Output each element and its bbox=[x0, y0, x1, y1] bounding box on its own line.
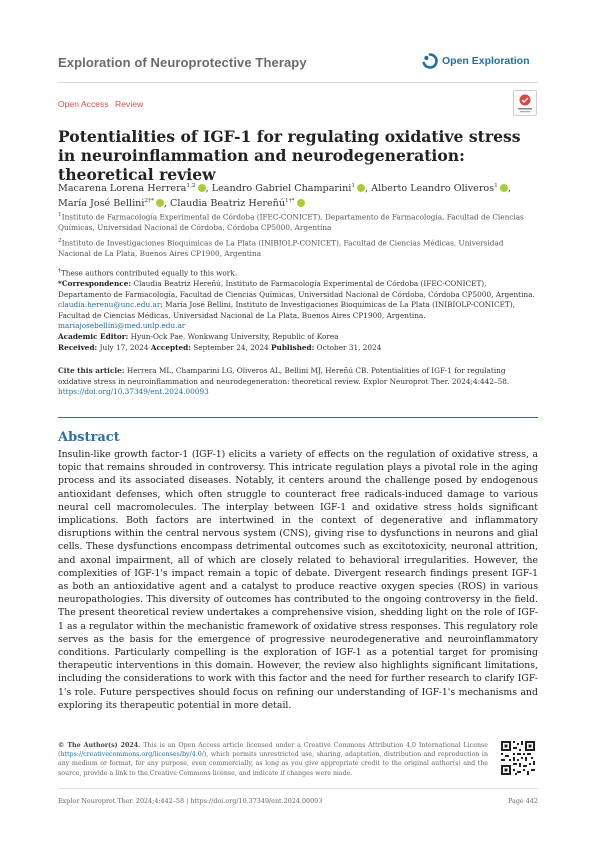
orcid-icon[interactable] bbox=[297, 199, 305, 207]
publisher-logo[interactable] bbox=[422, 53, 530, 69]
academic-editor bbox=[58, 332, 538, 343]
page-number: Page 442 bbox=[508, 797, 538, 805]
abstract-heading: Abstract bbox=[58, 430, 120, 445]
author-affiliation-sup: 1†* bbox=[285, 198, 295, 205]
author-name[interactable]: María José Bellini bbox=[58, 198, 145, 210]
cite-label: Cite this article: bbox=[58, 366, 125, 375]
dagger-mark: † bbox=[58, 268, 61, 274]
editor-label: Academic Editor: bbox=[58, 331, 129, 341]
author-name[interactable]: Leandro Gabriel Champarini bbox=[211, 183, 352, 195]
cite-text: Herrera ML, Champarini LG, Oliveros AL, Bellini MJ, Hereñú CB. Potentialities of IGF-1 for regulating oxidative stress in neuroinflammation and neurodegeneration: theoretical review. Explor Neuroprot Ther. 2024;4:442–58. bbox=[58, 366, 510, 386]
affiliation bbox=[58, 236, 538, 259]
correspondence-email-link[interactable]: claudia.herenu@unc.edu.ar bbox=[58, 300, 161, 310]
author-list: Macarena Lorena Herrera$^{1,2}$ , Leandro Gabriel Champarini$^1$ , Alberto Leandro Oliveros$^1$ , María José Bellini$^{2\dagger*}$ , Claudia Beatriz Hereñú$^{1\dagger*}$ bbox=[58, 183, 511, 210]
author-name[interactable]: Claudia Beatriz Hereñú bbox=[170, 198, 286, 210]
correspondence-text: ; María José Bellini, Instituto de Investigaciones Bioquímicas de La Plata (INIBIOLP-CONICET), Facultad de Ciencias Médicas, Universidad Nacional de La Plata, Buenos Aires CP1900, Argentina. bbox=[58, 300, 515, 320]
open-access-label[interactable]: Open Access bbox=[58, 99, 109, 109]
article-notes bbox=[58, 266, 538, 353]
journal-title: Exploration of Neuroprotective Therapy bbox=[58, 55, 307, 70]
author-affiliation-sup: 1 bbox=[494, 183, 498, 189]
received-date: July 17, 2024 bbox=[99, 342, 149, 352]
affiliation-number: 2 bbox=[58, 238, 62, 244]
orcid-icon[interactable] bbox=[357, 184, 365, 192]
orcid-icon[interactable] bbox=[156, 199, 164, 207]
section-divider bbox=[58, 417, 538, 418]
check-for-updates-badge[interactable] bbox=[513, 90, 537, 116]
footer-citation: Explor Neuroprot Ther. 2024;4:442–58 | https://doi.org/10.37349/ent.2024.00093 bbox=[58, 797, 323, 805]
correspondence-email-link[interactable]: mariajosebellini@med.unlp.edu.ar bbox=[58, 321, 186, 331]
author-affiliation-sup: 1 bbox=[351, 183, 356, 189]
doi-link[interactable]: https://doi.org/10.37349/ent.2024.00093 bbox=[58, 387, 209, 397]
open-exploration-logo-icon bbox=[422, 53, 438, 69]
equal-contribution-text: These authors contributed equally to this work. bbox=[60, 268, 238, 278]
author-affiliation-sup: 2†* bbox=[144, 198, 154, 205]
footer-divider bbox=[58, 788, 538, 789]
affiliation-text: Instituto de Farmacología Experimental de Córdoba (IFEC-CONICET), Departamento de Farmacología, Facultad de Ciencias Químicas, Universidad Nacional de Córdoba, Córdoba CP5000, Argentina bbox=[58, 212, 524, 232]
license-link[interactable]: https://creativecommons.org/licenses/by/4.0/ bbox=[60, 751, 204, 759]
correspondence-text: Claudia Beatriz Hereñú, Instituto de Farmacología Experimental de Córdoba (IFEC-CONICET), Departamento de Farmacología, Facultad de Ciencias Químicas, Universidad Nacional de Córdoba, Córdoba CP5000, Argentina. bbox=[58, 279, 535, 299]
license-text: ), which permits unrestricted use, sharing, adaptation, distribution and reproduction in any medium or format, for any purpose, even commercially, as long as you give appropriate credit to the original author(s) and the source, provide a link to the Creative Commons license, and indicate if changes were made. bbox=[58, 751, 488, 777]
correspondence-label: *Correspondence: bbox=[58, 279, 132, 289]
qr-code-graphic bbox=[500, 740, 536, 776]
qr-code-icon[interactable] bbox=[500, 740, 536, 776]
equal-contribution-note bbox=[58, 266, 538, 279]
copyright-label: © The Author(s) 2024. bbox=[58, 742, 141, 749]
correspondence bbox=[58, 279, 538, 332]
license-statement bbox=[58, 741, 488, 778]
cite-this-article bbox=[58, 366, 538, 398]
header-divider bbox=[58, 82, 538, 83]
article-title: Potentialities of IGF-1 for regulating oxidative stress in neuroinflammation and neurodegeneration: theoretical review bbox=[58, 127, 521, 184]
accepted-date: September 24, 2024 bbox=[193, 342, 269, 352]
check-for-updates-icon bbox=[514, 91, 536, 115]
orcid-icon[interactable] bbox=[500, 184, 508, 192]
author-name[interactable]: Macarena Lorena Herrera bbox=[58, 183, 187, 195]
article-type bbox=[58, 99, 147, 109]
article-dates bbox=[58, 343, 538, 354]
abstract-text: Insulin-like growth factor-1 (IGF-1) elicits a variety of effects on the regulation of oxidative stress, a topic that remains shrouded in controversy. This intricate regulation plays a pivotal role in the aging process and its associated diseases. Notably, it centers around the challenge posed by endogenous antioxidant defenses, which often struggle to counteract free radicals-induced damage to various neural cell macromolecules. The interplay between IGF-1 and oxidative stress holds significant implications. Both factors are intertwined in the context of degenerative and inflammatory disruptions within the central nervous system (CNS), giving rise to dysfunctions in neurons and glial cells. These dysfunctions encompass detrimental outcomes such as excitotoxicity, neuronal attrition, and axonal impairment, all of which are closely related to behavioral irregularities. However, the complexities of IGF-1's impact remain a topic of debate. Divergent research findings present IGF-1 as both an antioxidative agent and a catalyst to produce reactive oxygen species (ROS) in various neuropathologies. This diversity of outcomes has contributed to the ongoing controversy in the field. The present theoretical review undertakes a comprehensive vision, shedding light on the role of IGF-1 as a regulator within the mechanistic framework of oxidative stress responses. This regulatory role serves as the basis for the emergence of progressive neurodegenerative and neuroinflammatory conditions. Particularly compelling is the exploration of IGF-1 as a potential target for promising therapeutic interventions in this domain. However, the review also highlights significant limitations, including the considerations to work with this factor and the need for further research to clarify IGF-1's role. Future perspectives should focus on refining our understanding of IGF-1's mechanisms and exploring its therapeutic potential in more detail. bbox=[58, 449, 538, 711]
author-name[interactable]: Alberto Leandro Oliveros bbox=[371, 183, 495, 195]
accepted-label: Accepted: bbox=[150, 342, 191, 352]
affiliation-text: Instituto de Investigaciones Bioquímicas de La Plata (INIBIOLP-CONICET), Facultad de Ciencias Médicas, Universidad Nacional de La Plata, Buenos Aires CP1900, Argentina bbox=[58, 238, 504, 258]
author-affiliation-sup: 1,2 bbox=[186, 183, 196, 189]
affiliation bbox=[58, 210, 538, 233]
orcid-icon[interactable] bbox=[198, 184, 206, 192]
affiliation-number: 1 bbox=[58, 212, 62, 218]
received-label: Received: bbox=[58, 342, 98, 352]
license-text: This is an Open Access article licensed under a Creative Commons Attribution 4.0 International License ( bbox=[58, 742, 488, 759]
publisher-name: Open Exploration bbox=[442, 55, 530, 67]
published-label: Published: bbox=[271, 342, 315, 352]
published-date: October 31, 2024 bbox=[316, 342, 382, 352]
review-label: Review bbox=[115, 99, 144, 109]
editor-text: Hyun-Ock Pae, Wonkwang University, Republic of Korea bbox=[130, 331, 339, 341]
